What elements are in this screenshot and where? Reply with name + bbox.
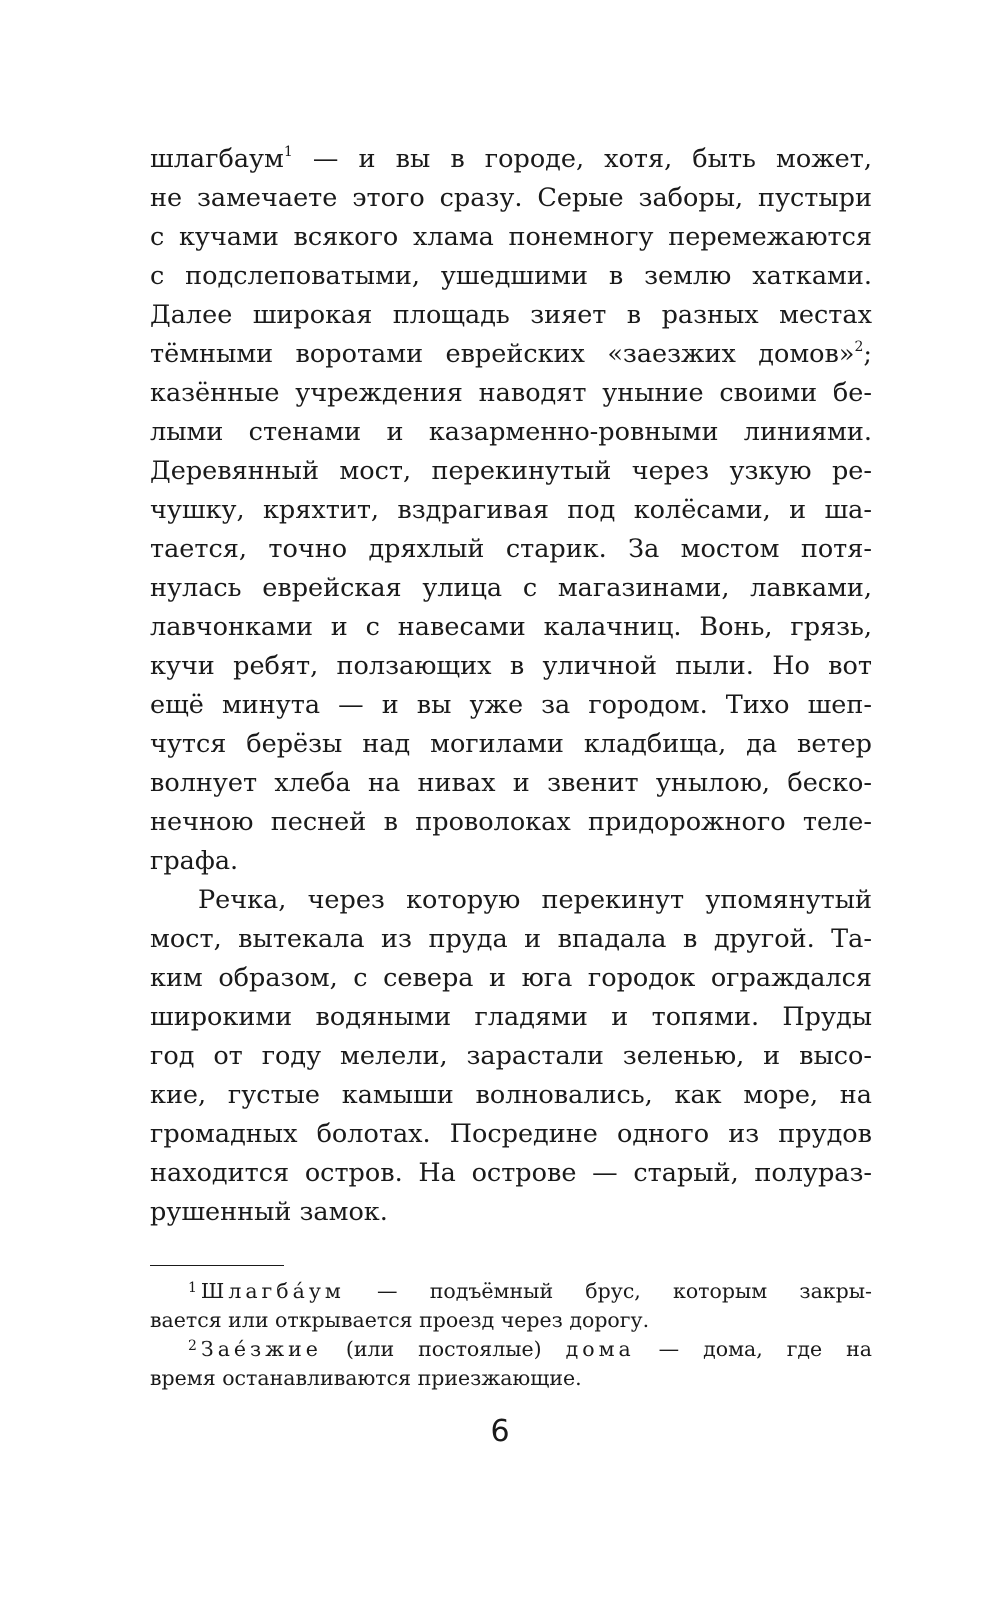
- footnote-ref-2[interactable]: 2: [854, 339, 864, 355]
- text-line: ким образом, с севера и юга городок ограждался: [150, 963, 872, 993]
- text-line: с кучами всякого хлама понемногу перемежаются: [150, 222, 872, 252]
- footnote-text: — подъёмный брус, которым закры-: [344, 1279, 872, 1303]
- footnote-2-continued: время останавливаются приезжающие.: [150, 1366, 582, 1390]
- paragraph-first-line: Речка, через которую перекинут упомянутый: [198, 885, 872, 915]
- text-line: находится остров. На острове — старый, полураз-: [150, 1158, 872, 1188]
- text-line: громадных болотах. Посредине одного из прудов: [150, 1119, 872, 1149]
- text-line: чутся берёзы над могилами кладбища, да ветер: [150, 729, 872, 759]
- footnote-marker: 1: [188, 1280, 197, 1296]
- text-line: тается, точно дряхлый старик. За мостом потя-: [150, 534, 872, 564]
- text-line: Далее широкая площадь зияет в разных местах: [150, 300, 872, 330]
- text-line: казённые учреждения наводят уныние своими бе-: [150, 378, 872, 408]
- text-line: лыми стенами и казарменно-ровными линиями.: [150, 417, 872, 447]
- text-line: мост, вытекала из пруда и впадала в другой. Та-: [150, 924, 872, 954]
- text-line: с подслеповатыми, ушедшими в землю хатками.: [150, 261, 872, 291]
- text-line: [150, 140, 872, 179]
- text-line: лавчонками и с навесами калачниц. Вонь, грязь,: [150, 612, 872, 642]
- footnote-2: [150, 1335, 872, 1364]
- footnote-marker: 2: [188, 1338, 197, 1354]
- text-fragment: ;: [863, 339, 872, 369]
- text-fragment: шлагбаум: [150, 144, 284, 174]
- footnote-divider: [150, 1265, 284, 1266]
- footnote-term: дома: [565, 1337, 635, 1361]
- text-fragment: тёмными воротами еврейских «заезжих домов»: [150, 339, 855, 369]
- footnote-term: Зае́зжие: [200, 1337, 322, 1361]
- main-text: [150, 140, 872, 1232]
- text-line: кие, густые камыши волновались, как море, на: [150, 1080, 872, 1110]
- text-line: [150, 335, 872, 374]
- footnote-1-continued: вается или открывается проезд через дорогу.: [150, 1308, 650, 1332]
- page-number: 6: [490, 1414, 510, 1449]
- text-line: кучи ребят, ползающих в уличной пыли. Но вот: [150, 651, 872, 681]
- text-line: год от году мелели, зарастали зеленью, и высо-: [150, 1041, 872, 1071]
- footnote-1: [150, 1277, 872, 1306]
- text-fragment: — и вы в городе, хотя, быть может,: [292, 144, 872, 174]
- text-line: чушку, кряхтит, вздрагивая под колёсами, и ша-: [150, 495, 872, 525]
- text-line: графа.: [150, 846, 239, 876]
- text-line: широкими водяными гладями и топями. Пруды: [150, 1002, 872, 1032]
- text-line: Деревянный мост, перекинутый через узкую ре-: [150, 456, 872, 486]
- text-line: волнует хлеба на нивах и звенит унылою, беско-: [150, 768, 872, 798]
- text-line: нулась еврейская улица с магазинами, лавками,: [150, 573, 872, 603]
- footnote-ref-1[interactable]: 1: [283, 144, 293, 160]
- text-line: ещё минута — и вы уже за городом. Тихо шеп-: [150, 690, 872, 720]
- text-line: рушенный замок.: [150, 1197, 388, 1227]
- text-line: не замечаете этого сразу. Серые заборы, пустыри: [150, 183, 872, 213]
- footnotes: [150, 1277, 872, 1393]
- text-line: нечною песней в проволоках придорожного теле-: [150, 807, 872, 837]
- footnote-term: Шлагба́ум: [200, 1279, 345, 1303]
- footnote-text: — дома, где на: [634, 1337, 873, 1361]
- footnote-text: (или постоялые): [321, 1337, 566, 1361]
